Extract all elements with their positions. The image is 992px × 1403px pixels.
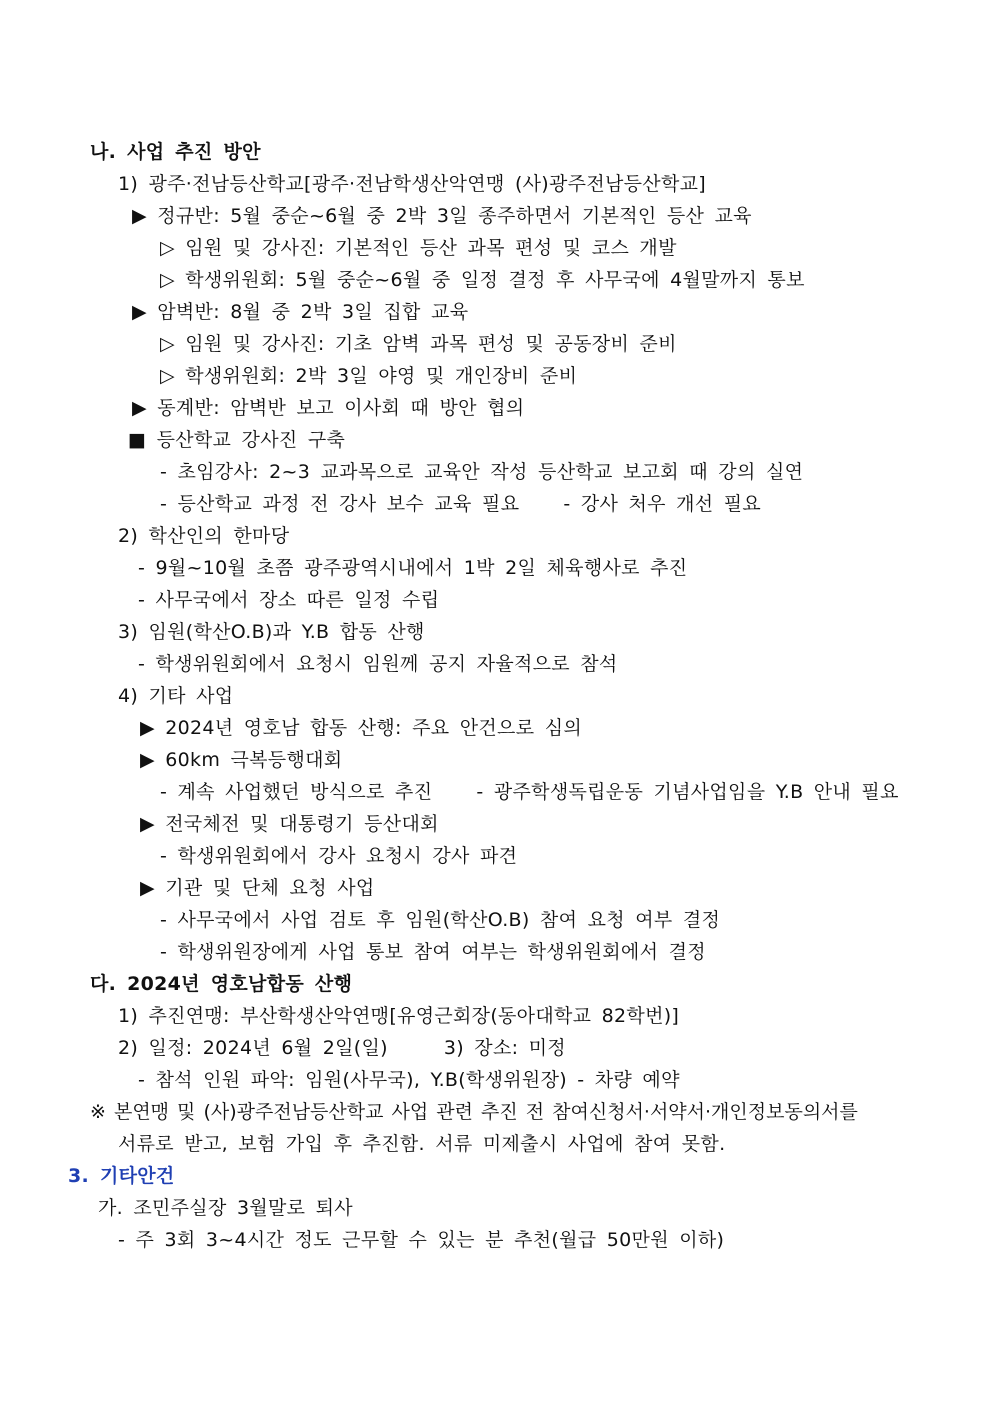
section-heading-da: 다. 2024년 영호남합동 산행	[90, 973, 353, 995]
instructors-sub2a: - 등산학교 과정 전 강사 보수 교육 필요	[160, 493, 520, 515]
instructors-sub2b: - 강사 처우 개선 필요	[563, 493, 762, 515]
item-2-sub2: - 사무국에서 장소 따른 일정 수립	[138, 589, 440, 611]
item-4-c: ▶ 전국체전 및 대통령기 등산대회	[140, 813, 439, 835]
da-item-1: 1) 추진연맹: 부산학생산악연맹[유영근회장(동아대학교 82학번)]	[118, 1005, 680, 1027]
item-1-title: 1) 광주·전남등산학교[광주·전남학생산악연맹 (사)광주전남등산학교]	[118, 173, 706, 195]
rock-class-sub1: ▷ 임원 및 강사진: 기초 암벽 과목 편성 및 공동장비 준비	[160, 333, 677, 355]
rock-class: ▶ 암벽반: 8월 중 2박 3일 집합 교육	[132, 301, 469, 323]
item-2-title: 2) 학산인의 한마당	[118, 525, 290, 547]
other-ga: 가. 조민주실장 3월말로 퇴사	[98, 1197, 353, 1219]
da-item-2a: 2) 일정: 2024년 6월 2일(일)	[118, 1037, 388, 1059]
da-note-line2: 서류로 받고, 보험 가입 후 추진함. 서류 미제출시 사업에 참여 못함.	[118, 1133, 726, 1155]
item-4-a: ▶ 2024년 영호남 합동 산행: 주요 안건으로 심의	[140, 717, 583, 739]
item-4-b-sub1a: - 계속 사업했던 방식으로 추진	[160, 781, 433, 803]
item-4-b: ▶ 60km 극복등행대회	[140, 749, 343, 771]
regular-class-sub2: ▷ 학생위원회: 5월 중순~6월 중 일정 결정 후 사무국에 4월말까지 통보	[160, 269, 805, 291]
instructors-heading: ■ 등산학교 강사진 구축	[128, 429, 346, 451]
instructors-sub1: - 초임강사: 2~3 교과목으로 교육안 작성 등산학교 보고회 때 강의 실연	[160, 461, 804, 483]
regular-class-sub1: ▷ 임원 및 강사진: 기본적인 등산 과목 편성 및 코스 개발	[160, 237, 677, 259]
instructors-sub2	[160, 492, 761, 516]
da-item-2	[118, 1036, 566, 1060]
regular-class: ▶ 정규반: 5월 중순~6월 중 2박 3일 종주하면서 기본적인 등산 교육	[132, 205, 752, 227]
item-4-d: ▶ 기관 및 단체 요청 사업	[140, 877, 375, 899]
other-ga-sub1: - 주 3회 3~4시간 정도 근무할 수 있는 분 추천(월급 50만원 이하)	[118, 1229, 725, 1251]
item-3-sub1: - 학생위원회에서 요청시 임원께 공지 자율적으로 참석	[138, 653, 618, 675]
item-4-b-sub1b: - 광주학생독립운동 기념사업임을 Y.B 안내 필요	[476, 781, 899, 803]
item-2-sub1: - 9월~10월 초쯤 광주광역시내에서 1박 2일 체육행사로 추진	[138, 557, 688, 579]
winter-class: ▶ 동계반: 암벽반 보고 이사회 때 방안 협의	[132, 397, 525, 419]
section-heading-other: 3. 기타안건	[68, 1165, 175, 1187]
item-4-b-sub1	[160, 780, 899, 804]
section-heading-na: 나. 사업 추진 방안	[90, 141, 261, 163]
da-note-line1: ※ 본연맹 및 (사)광주전남등산학교 사업 관련 추진 전 참여신청서·서약서·개인정보동의서를	[90, 1101, 858, 1123]
item-3-title: 3) 임원(학산O.B)과 Y.B 합동 산행	[118, 621, 425, 643]
item-4-title: 4) 기타 사업	[118, 685, 234, 707]
rock-class-sub2: ▷ 학생위원회: 2박 3일 야영 및 개인장비 준비	[160, 365, 578, 387]
da-sub1: - 참석 인원 파악: 임원(사무국), Y.B(학생위원장) - 차량 예약	[138, 1069, 680, 1091]
item-4-c-sub1: - 학생위원회에서 강사 요청시 강사 파견	[160, 845, 518, 867]
item-4-d-sub1: - 사무국에서 사업 검토 후 임원(학산O.B) 참여 요청 여부 결정	[160, 909, 721, 931]
item-4-d-sub2: - 학생위원장에게 사업 통보 참여 여부는 학생위원회에서 결정	[160, 941, 706, 963]
da-item-2b: 3) 장소: 미정	[443, 1037, 566, 1059]
